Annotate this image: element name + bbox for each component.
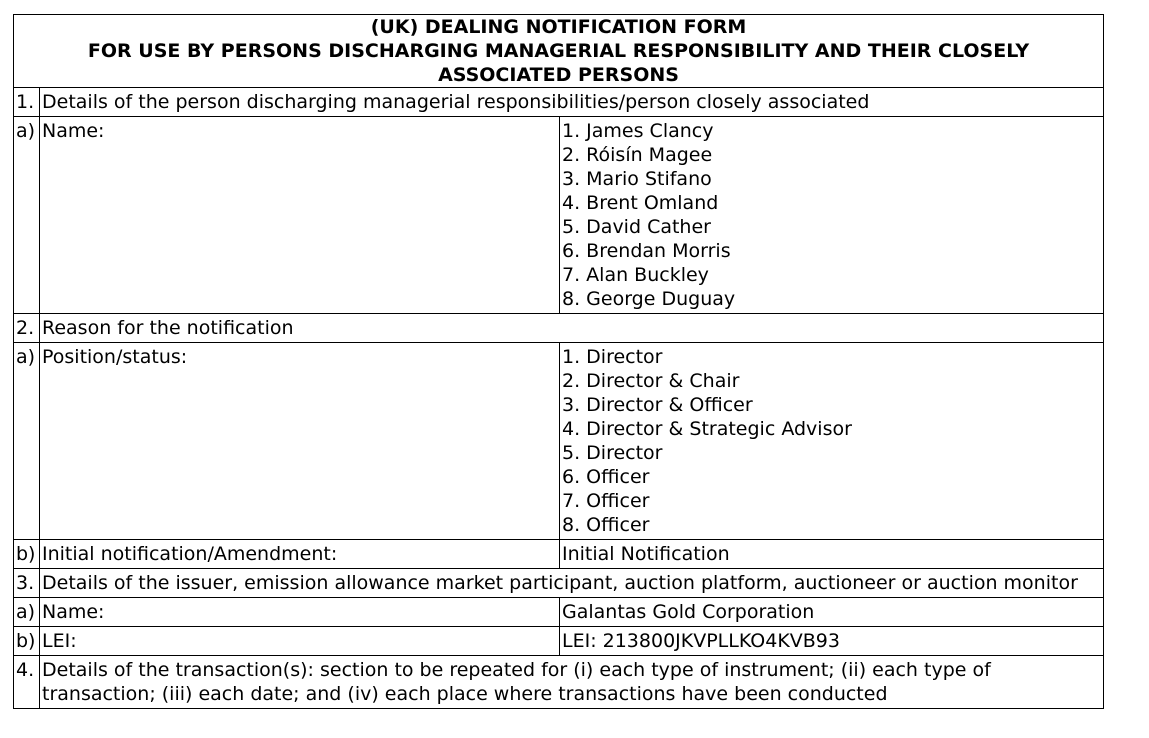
list-item: 4. Director & Strategic Advisor — [562, 418, 852, 440]
field-value: LEI: 213800JKVPLLKO4KVB93 — [560, 627, 1104, 656]
section-title: Details of the person discharging managerial responsibilities/person closely associated — [40, 88, 1104, 117]
list-item: 8. George Duguay — [562, 288, 736, 310]
dealing-notification-form — [13, 14, 1104, 709]
section-title: Reason for the notification — [40, 314, 1104, 343]
list-item: 6. Brendan Morris — [562, 240, 731, 262]
list-item: 7. Alan Buckley — [562, 264, 709, 286]
section-1a-row — [14, 117, 1104, 314]
section-4-header-row — [14, 656, 1104, 709]
list-item: 1. James Clancy — [562, 120, 714, 142]
field-label: LEI: — [40, 627, 560, 656]
field-label: Name: — [40, 598, 560, 627]
section-title: Details of the transaction(s): section to be repeated for (i) each type of instrument; (ii) each type of transaction; (iii) each date; and (iv) each place where transactions have been conducted — [40, 656, 1104, 709]
section-number: 4. — [14, 656, 40, 709]
row-label: a) — [14, 117, 40, 314]
list-item: 6. Officer — [562, 466, 650, 488]
list-item: 2. Director & Chair — [562, 370, 740, 392]
form-header-row — [14, 15, 1104, 88]
list-item: 5. David Cather — [562, 216, 711, 238]
row-label: a) — [14, 598, 40, 627]
field-label: Position/status: — [40, 343, 560, 540]
list-item: 3. Director & Officer — [562, 394, 753, 416]
list-item: 1. Director — [562, 346, 663, 368]
list-item: 2. Róisín Magee — [562, 144, 713, 166]
field-value: Initial Notification — [560, 540, 1104, 569]
field-value: Galantas Gold Corporation — [560, 598, 1104, 627]
form-subtitle-line2: ASSOCIATED PERSONS — [438, 64, 679, 86]
section-3a-row — [14, 598, 1104, 627]
list-item: 7. Officer — [562, 490, 650, 512]
row-label: b) — [14, 627, 40, 656]
field-label: Name: — [40, 117, 560, 314]
section-3-header-row — [14, 569, 1104, 598]
section-3b-row — [14, 627, 1104, 656]
section-2-header-row — [14, 314, 1104, 343]
section-title: Details of the issuer, emission allowance market participant, auction platform, auctioneer or auction monitor — [40, 569, 1104, 598]
section-number: 1. — [14, 88, 40, 117]
section-2a-row — [14, 343, 1104, 540]
names-list — [560, 117, 1104, 314]
list-item: 5. Director — [562, 442, 663, 464]
list-item: 3. Mario Stifano — [562, 168, 712, 190]
row-label: a) — [14, 343, 40, 540]
section-1-header-row — [14, 88, 1104, 117]
form-header — [14, 15, 1104, 88]
section-number: 3. — [14, 569, 40, 598]
list-item: 4. Brent Omland — [562, 192, 719, 214]
form-subtitle-line1: FOR USE BY PERSONS DISCHARGING MANAGERIAL RESPONSIBILITY AND THEIR CLOSELY — [87, 40, 1030, 62]
form-title: (UK) DEALING NOTIFICATION FORM — [370, 16, 747, 38]
list-item: 8. Officer — [562, 514, 650, 536]
row-label: b) — [14, 540, 40, 569]
section-2b-row — [14, 540, 1104, 569]
field-label: Initial notification/Amendment: — [40, 540, 560, 569]
positions-list — [560, 343, 1104, 540]
section-number: 2. — [14, 314, 40, 343]
